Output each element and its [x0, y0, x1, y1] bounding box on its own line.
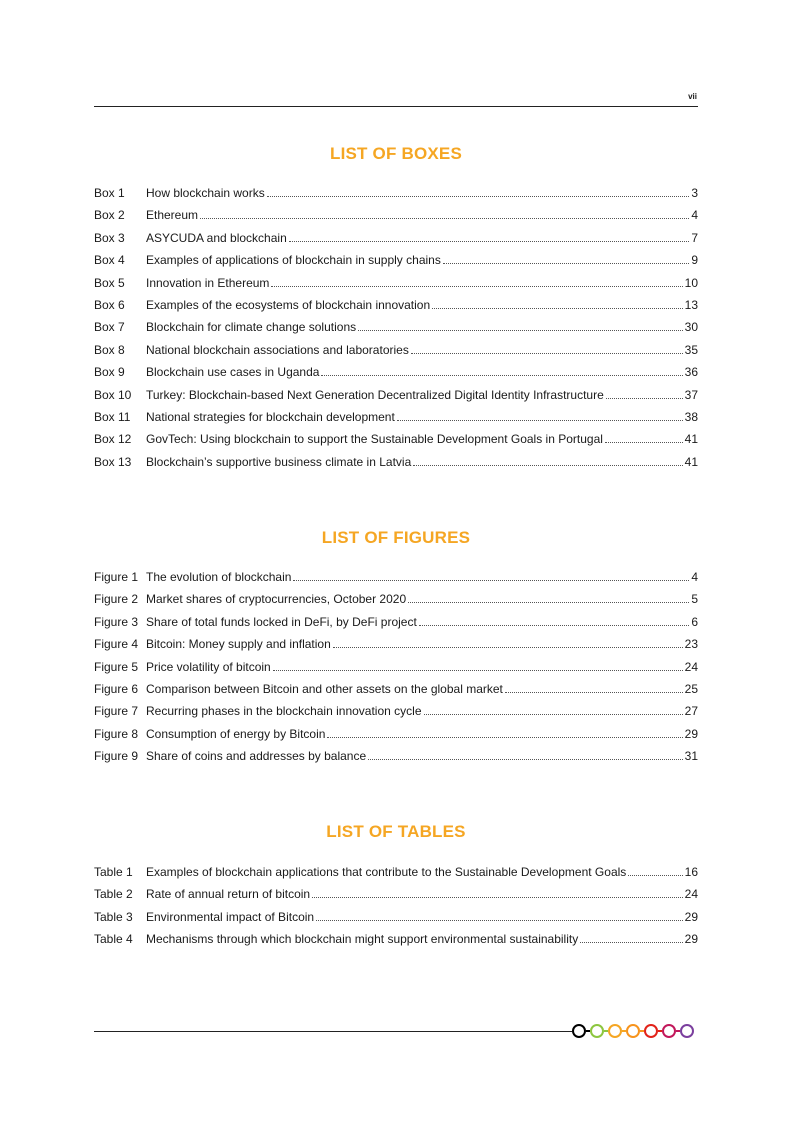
tables-entries: [94, 861, 698, 951]
dot-leader: [333, 647, 683, 648]
toc-entry[interactable]: [94, 272, 698, 294]
entry-page: 41: [684, 432, 698, 447]
toc-entry[interactable]: [94, 406, 698, 428]
header-rule: [94, 106, 698, 107]
entry-title: Consumption of energy by Bitcoin: [146, 726, 326, 741]
circle-icon: [626, 1024, 640, 1038]
entry-label: Figure 7: [94, 704, 139, 719]
entry-title: Share of total funds locked in DeFi, by DeFi project: [146, 614, 417, 629]
entry-label: Box 6: [94, 297, 125, 312]
list-of-figures: [94, 527, 698, 764]
footer-circles: [572, 1024, 694, 1038]
toc-entry[interactable]: [94, 611, 698, 633]
entry-label: Figure 1: [94, 570, 139, 584]
entry-label: Figure 8: [94, 726, 139, 741]
dot-leader: [312, 897, 683, 898]
entry-title: Market shares of cryptocurrencies, October 2020: [146, 592, 407, 607]
entry-page: 29: [684, 932, 698, 947]
dot-leader: [419, 625, 690, 626]
footer-rule: [94, 1031, 572, 1032]
entry-page: 29: [684, 909, 698, 924]
entry-page: 29: [684, 726, 698, 741]
toc-entry[interactable]: [94, 294, 698, 316]
dot-leader: [321, 375, 682, 376]
tables-heading: LIST OF TABLES: [326, 822, 466, 841]
figures-entries: [94, 566, 698, 768]
boxes-entries: [94, 182, 698, 473]
dot-leader: [327, 737, 682, 738]
entry-page: 5: [691, 592, 698, 607]
entry-title: ASYCUDA and blockchain: [146, 230, 287, 245]
toc-entry[interactable]: [94, 883, 698, 905]
dot-leader: [424, 714, 683, 715]
entry-title: Turkey: Blockchain-based Next Generation Decentralized Digital Identity Infrastructure: [146, 387, 604, 402]
entry-title: Examples of applications of blockchain in supply chains: [146, 253, 441, 268]
toc-entry[interactable]: [94, 861, 698, 883]
entry-label: Box 1: [94, 186, 125, 200]
entry-page: 35: [684, 342, 698, 357]
toc-entry[interactable]: [94, 723, 698, 745]
entry-label: Box 7: [94, 320, 125, 335]
dot-leader: [289, 241, 690, 242]
circle-icon: [590, 1024, 604, 1038]
entry-page: 4: [691, 208, 698, 223]
entry-title: Recurring phases in the blockchain innovation cycle: [146, 704, 422, 719]
entry-page: 27: [684, 704, 698, 719]
entry-title: Comparison between Bitcoin and other assets on the global market: [146, 681, 503, 696]
dot-leader: [628, 875, 682, 876]
dot-leader: [606, 398, 683, 399]
entry-title: National strategies for blockchain development: [146, 409, 395, 424]
toc-entry[interactable]: [94, 316, 698, 338]
toc-entry[interactable]: [94, 678, 698, 700]
entry-label: Figure 6: [94, 681, 139, 696]
entry-title: Rate of annual return of bitcoin: [146, 887, 311, 902]
entry-label: Box 5: [94, 275, 125, 290]
toc-entry[interactable]: [94, 700, 698, 722]
entry-page: 16: [684, 865, 698, 879]
entry-title: Mechanisms through which blockchain might support environmental sustainability: [146, 932, 579, 947]
dot-leader: [368, 759, 682, 760]
figures-heading: LIST OF FIGURES: [321, 528, 471, 547]
dot-leader: [432, 308, 682, 309]
entry-label: Figure 5: [94, 659, 139, 674]
entry-title: Share of coins and addresses by balance: [146, 749, 367, 764]
dot-leader: [316, 920, 683, 921]
entry-page: 9: [691, 253, 698, 268]
entry-title: Examples of the ecosystems of blockchain innovation: [146, 297, 431, 312]
circle-icon: [662, 1024, 676, 1038]
entry-title: Examples of blockchain applications that contribute to the Sustainable Development Goals: [146, 865, 627, 879]
toc-entry[interactable]: [94, 566, 698, 588]
toc-entry[interactable]: [94, 588, 698, 610]
entry-label: Box 11: [94, 409, 131, 424]
toc-entry[interactable]: [94, 633, 698, 655]
entry-page: 7: [691, 230, 698, 245]
entry-title: Ethereum: [146, 208, 199, 223]
toc-entry[interactable]: [94, 227, 698, 249]
entry-page: 4: [691, 570, 698, 584]
toc-entry[interactable]: [94, 249, 698, 271]
entry-page: 38: [684, 409, 698, 424]
dot-leader: [605, 442, 683, 443]
entry-title: GovTech: Using blockchain to support the Sustainable Development Goals in Portugal: [146, 432, 603, 447]
entry-label: Box 9: [94, 365, 125, 380]
entry-title: The evolution of blockchain: [146, 570, 292, 584]
circle-icon: [680, 1024, 694, 1038]
dot-leader: [413, 465, 682, 466]
toc-entry[interactable]: [94, 204, 698, 226]
entry-title: Environmental impact of Bitcoin: [146, 909, 315, 924]
entry-label: Figure 4: [94, 637, 139, 652]
dot-leader: [397, 420, 683, 421]
entry-page: 10: [684, 275, 698, 290]
toc-entry[interactable]: [94, 745, 698, 767]
entry-title: Blockchain for climate change solutions: [146, 320, 357, 335]
entry-label: Table 1: [94, 865, 133, 879]
boxes-heading: LIST OF BOXES: [329, 144, 462, 163]
entry-page: 36: [684, 365, 698, 380]
dot-leader: [408, 602, 689, 603]
entry-page: 37: [684, 387, 698, 402]
entry-label: Table 3: [94, 909, 133, 924]
dot-leader: [271, 286, 682, 287]
toc-entry[interactable]: [94, 451, 698, 473]
entry-page: 24: [684, 887, 698, 902]
circle-icon: [572, 1024, 586, 1038]
entry-page: 30: [684, 320, 698, 335]
entry-title: Price volatility of bitcoin: [146, 659, 271, 674]
list-of-boxes: [94, 143, 698, 469]
entry-label: Figure 2: [94, 592, 139, 607]
circle-icon: [644, 1024, 658, 1038]
entry-page: 13: [684, 297, 698, 312]
entry-page: 31: [684, 749, 698, 764]
toc-entry[interactable]: [94, 656, 698, 678]
entry-title: Bitcoin: Money supply and inflation: [146, 637, 331, 652]
dot-leader: [267, 196, 690, 197]
entry-title: Blockchain’s supportive business climate in Latvia: [146, 454, 412, 469]
entry-page: 41: [684, 454, 698, 469]
dot-leader: [358, 330, 683, 331]
dot-leader: [505, 692, 683, 693]
entry-label: Box 10: [94, 387, 132, 402]
dot-leader: [200, 218, 689, 219]
toc-entry[interactable]: [94, 361, 698, 383]
list-of-tables: [94, 821, 698, 947]
dot-leader: [293, 580, 689, 581]
entry-label: Box 2: [94, 208, 125, 223]
entry-label: Box 13: [94, 454, 132, 469]
dot-leader: [580, 942, 682, 943]
entry-label: Box 4: [94, 253, 125, 268]
entry-title: Innovation in Ethereum: [146, 275, 270, 290]
entry-page: 6: [691, 614, 698, 629]
page-number: vii: [688, 92, 697, 101]
entry-page: 25: [684, 681, 698, 696]
entry-label: Box 8: [94, 342, 125, 357]
dot-leader: [411, 353, 683, 354]
entry-title: Blockchain use cases in Uganda: [146, 365, 320, 380]
entry-label: Figure 3: [94, 614, 139, 629]
entry-title: How blockchain works: [146, 186, 265, 200]
entry-title: National blockchain associations and laboratories: [146, 342, 409, 357]
dot-leader: [443, 263, 689, 264]
entry-label: Box 12: [94, 432, 132, 447]
toc-entry[interactable]: [94, 339, 698, 361]
entry-page: 24: [684, 659, 698, 674]
entry-label: Box 3: [94, 230, 125, 245]
entry-label: Figure 9: [94, 749, 139, 764]
entry-page: 23: [684, 637, 698, 652]
circle-icon: [608, 1024, 622, 1038]
toc-entry[interactable]: [94, 428, 698, 450]
dot-leader: [273, 670, 683, 671]
entry-label: Table 2: [94, 887, 133, 902]
entry-page: 3: [691, 186, 698, 200]
toc-entry[interactable]: [94, 182, 698, 204]
entry-label: Table 4: [94, 932, 133, 947]
toc-entry[interactable]: [94, 928, 698, 950]
toc-entry[interactable]: [94, 906, 698, 928]
toc-entry[interactable]: [94, 384, 698, 406]
